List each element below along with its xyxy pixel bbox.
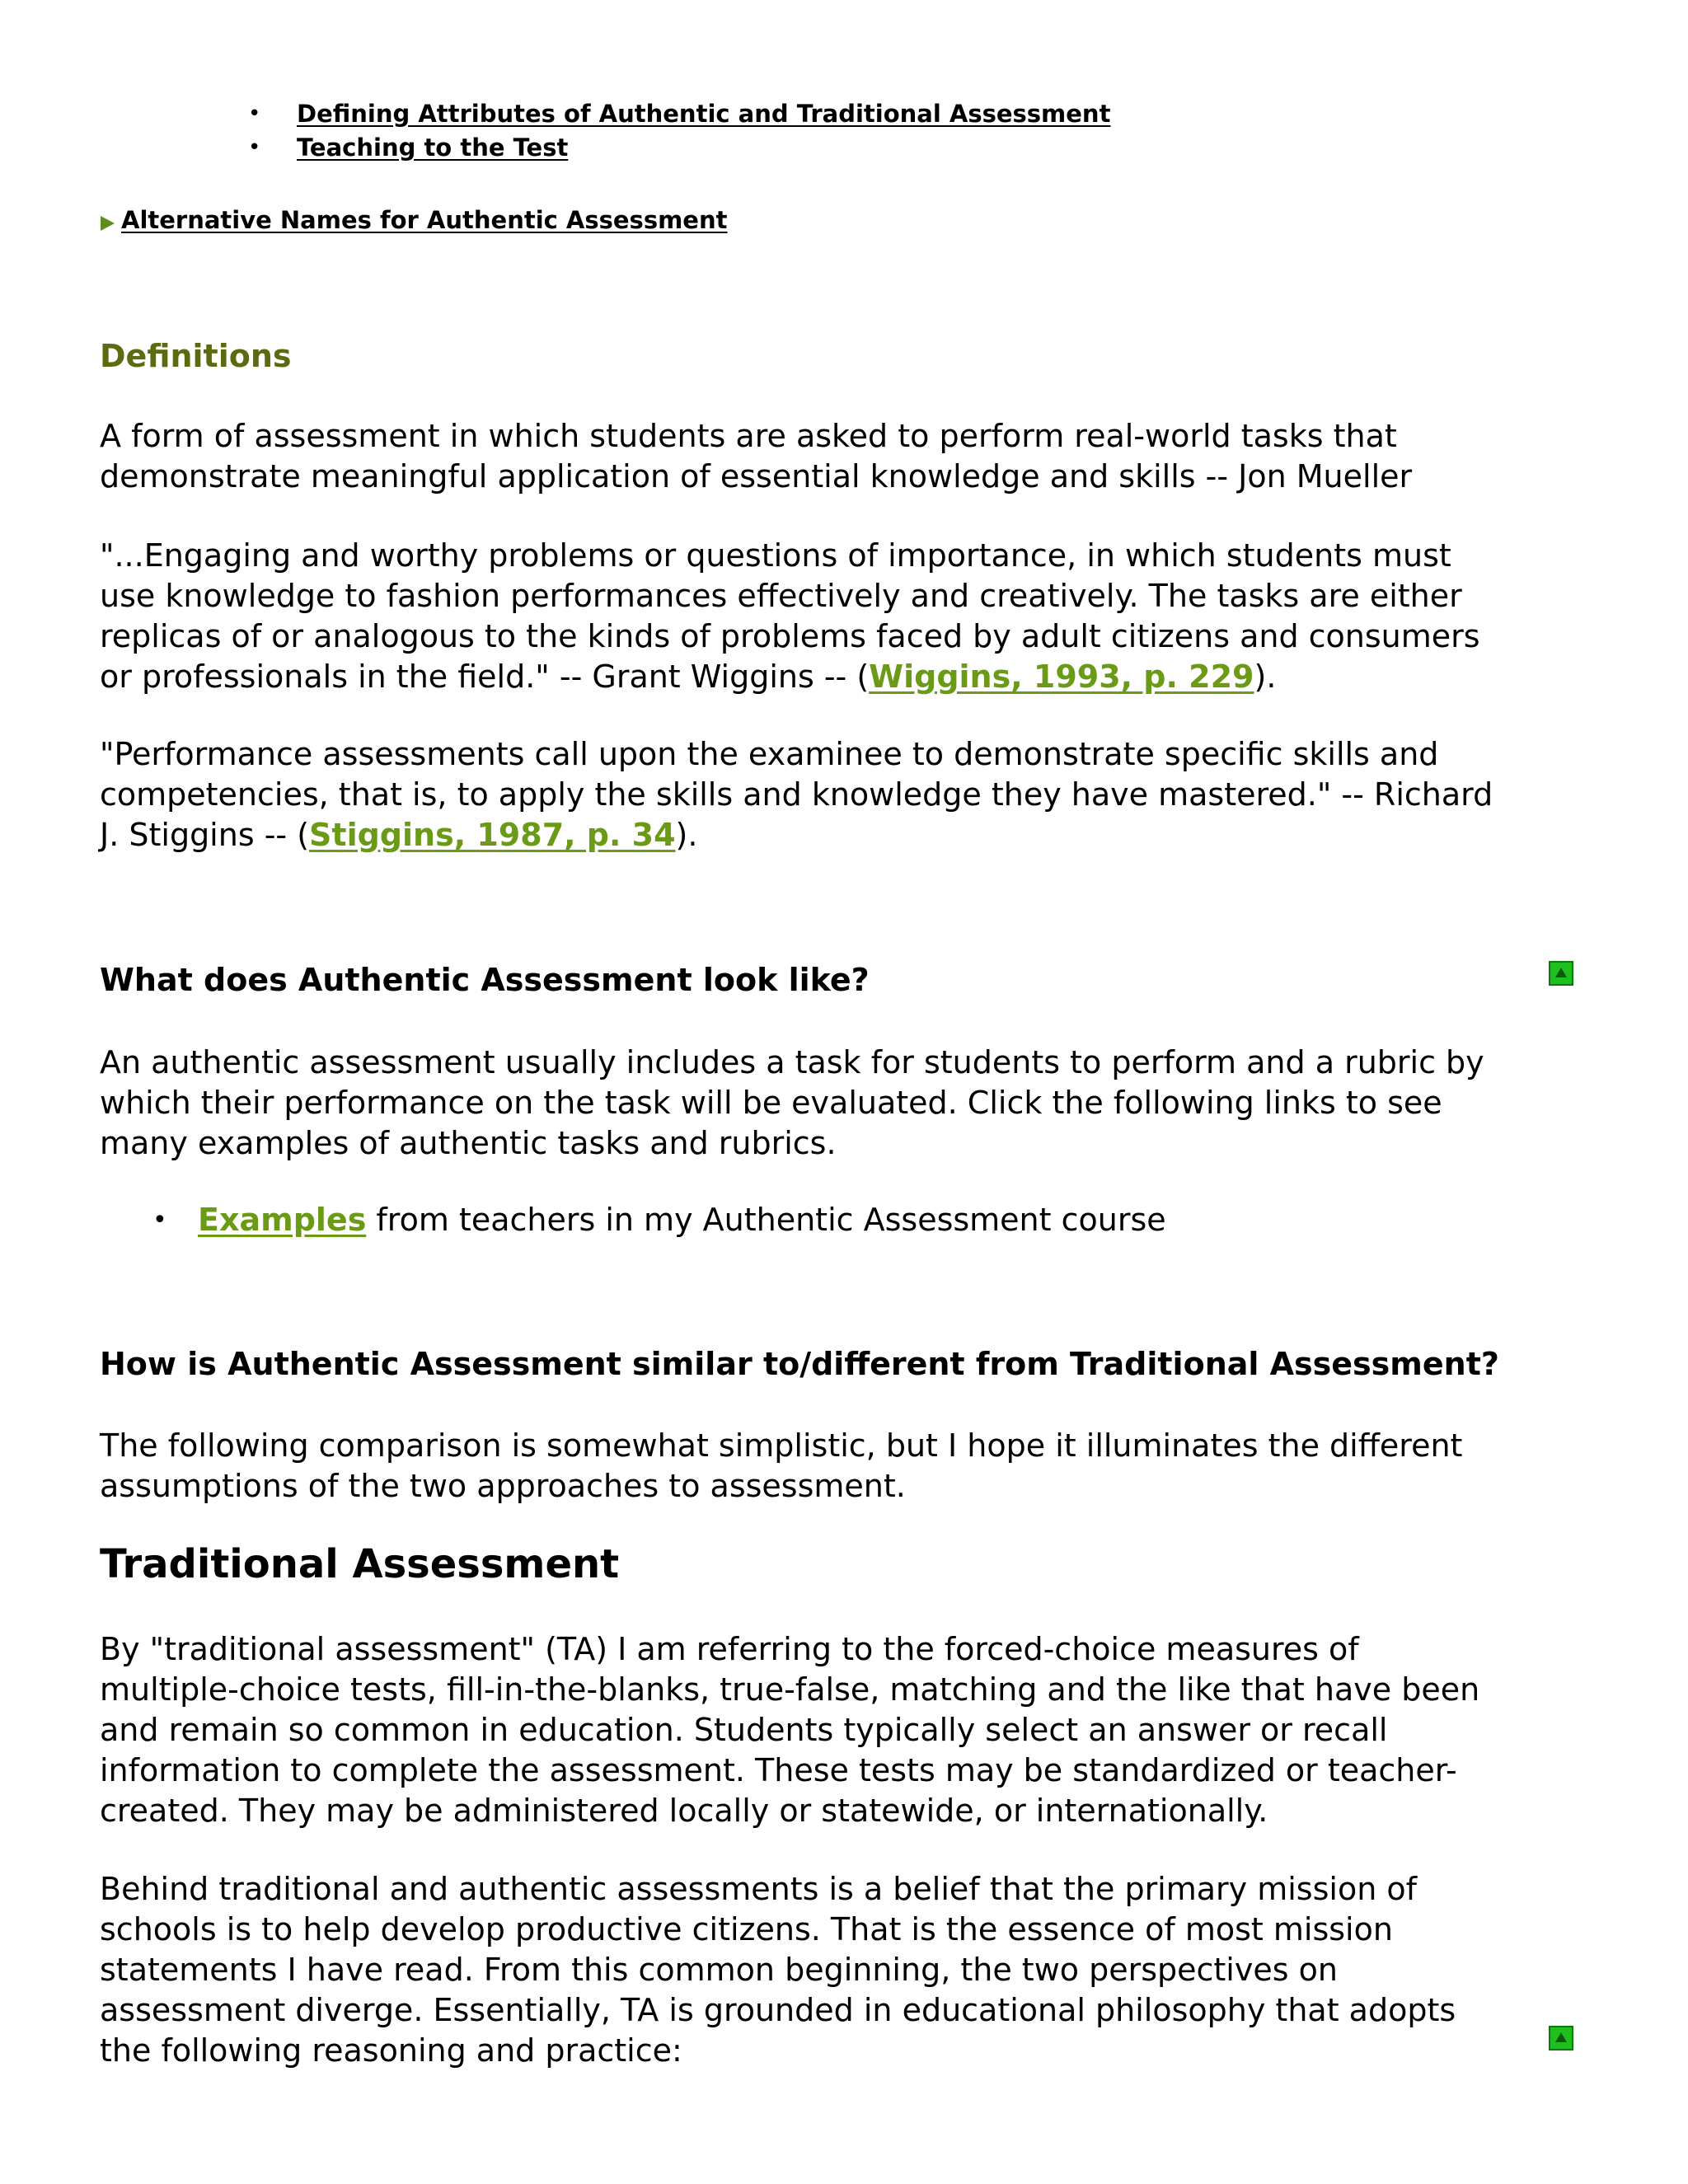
toc-link-defining-attributes[interactable]: Defining Attributes of Authentic and Traditional Assessment [297,100,1111,128]
compare-heading: How is Authentic Assessment similar to/different from Traditional Assessment? [100,1346,1499,1382]
definition-wiggins: "...Engaging and worthy problems or questions of importance, in which students must use knowledge to fashion performances effectively and creatively. The tasks are either replicas of or analogous to the kinds of problems faced by adult citizens and consumers or professionals in the field." -- Grant Wiggins -- (Wiggins, 1993, p. 229). [100,537,1480,695]
traditional-assessment-heading: Traditional Assessment [100,1541,620,1587]
bullet: • [248,101,261,126]
list-item: • Examples from teachers in my Authentic Assessment course [198,1200,1166,1240]
traditional-paragraph-1: By "traditional assessment" (TA) I am referring to the forced-choice measures of multiple-choice tests, fill-in-the-blanks, true-false, matching and the like that have been and remain so common in education. Students typically select an answer or recall information to complete the assessment. These tests may be standardized or teacher- created. They may be administered locally or statewide, or internationally. [100,1631,1480,1829]
toc-item [248,131,1110,165]
back-to-top-icon[interactable] [1549,2026,1573,2050]
compare-paragraph: The following comparison is somewhat simplistic, but I hope it illuminates the different assumptions of the two approaches to assessment. [100,1427,1463,1504]
examples-list [152,1200,1166,1240]
definition-mueller: A form of assessment in which students are asked to perform real-world tasks that demonstrate meaningful application of essential knowledge and skills -- Jon Mueller [100,418,1413,494]
toc-item [248,97,1111,131]
traditional-paragraph-2: Behind traditional and authentic assessments is a belief that the primary mission of schools is to help develop productive citizens. That is the essence of most mission statements I have read. From this common beginning, the two perspectives on assessment diverge. Essentially, TA is grounded in educational philosophy that adopts the following reasoning and practice: [100,1871,1456,2069]
definitions-heading: Definitions [100,338,292,374]
examples-link[interactable]: Examples [198,1202,367,1238]
play-arrow-icon [101,216,115,231]
wiggins-citation-link[interactable]: Wiggins, 1993, p. 229 [869,658,1254,695]
stiggins-citation-link[interactable]: Stiggins, 1987, p. 34 [309,817,676,853]
toc-link-teaching-to-the-test[interactable]: Teaching to the Test [297,134,569,162]
back-to-top-icon[interactable] [1549,961,1573,986]
bullet: • [248,135,261,160]
toc-list [248,97,1111,165]
definition-stiggins: "Performance assessments call upon the examinee to demonstrate specific skills and competencies, that is, to apply the skills and knowledge they have mastered." -- Richard J. Stiggins -- (Stiggins, 1987, p. 34). [100,736,1493,853]
bullet: • [152,1206,167,1235]
alt-names-row [101,204,727,237]
look-like-paragraph: An authentic assessment usually includes a task for students to perform and a rubric by which their performance on the task will be evaluated. Click the following links to see many examples of authentic tasks and rubrics. [100,1044,1484,1161]
alt-names-link[interactable]: Alternative Names for Authentic Assessment [121,206,728,234]
look-like-heading: What does Authentic Assessment look like? [100,962,870,998]
